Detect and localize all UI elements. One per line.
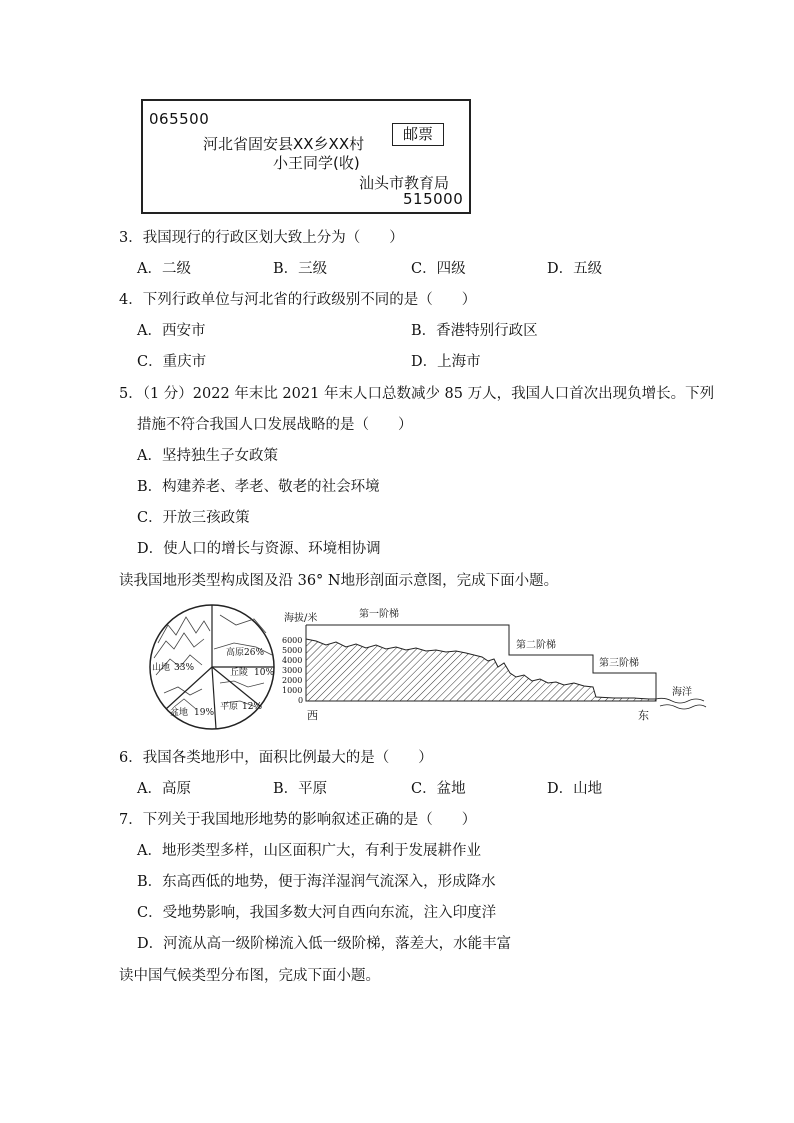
envelope-figure — [141, 99, 471, 214]
question-4-stem: 4．下列行政单位与河北省的行政级别不同的是（ ） — [119, 292, 477, 308]
ocean-wave — [656, 698, 704, 703]
q6-option-c: C．盆地 — [411, 781, 466, 797]
q5-option-a: A．坚持独生子女政策 — [137, 448, 278, 464]
q3-option-b: B．三级 — [273, 261, 328, 277]
q3-option-c: C．四级 — [411, 261, 466, 277]
y-tick-4000: 4000 — [282, 656, 303, 665]
question-7-stem: 7．下列关于我国地形地势的影响叙述正确的是（ ） — [119, 812, 477, 828]
terrain-profile-area — [306, 639, 656, 701]
pie-pct-hills: 10% — [254, 668, 275, 678]
y-tick-3000: 3000 — [282, 666, 303, 675]
step-2-label: 第二阶梯 — [516, 640, 556, 651]
pie-label-plain: 平原 — [220, 702, 239, 712]
sender-zip-code: 515000 — [403, 190, 464, 208]
step-1-label: 第一阶梯 — [359, 609, 399, 620]
question-3-stem: 3．我国现行的行政区划大致上分为（ ） — [119, 230, 404, 246]
terrain-figure — [144, 603, 709, 733]
q7-option-d: D．河流从高一级阶梯流入低一级阶梯，落差大，水能丰富 — [137, 936, 512, 952]
y-tick-2000: 2000 — [282, 676, 303, 685]
ocean-label: 海洋 — [672, 687, 692, 698]
q7-option-a: A．地形类型多样，山区面积广大，有利于发展耕作业 — [137, 843, 481, 859]
q3-option-a: A．二级 — [137, 261, 191, 277]
pie-pct-basin: 19% — [194, 708, 215, 718]
q7-option-c: C．受地势影响，我国多数大河自西向东流，注入印度洋 — [137, 905, 497, 921]
pie-pct-mountain: 33% — [174, 663, 195, 673]
question-5-stem-continued: 措施不符合我国人口发展战略的是（ ） — [137, 417, 413, 433]
terrain-profile-chart — [282, 607, 706, 722]
q7-option-b: B．东高西低的地势，便于海洋湿润气流深入，形成降水 — [137, 874, 496, 890]
reading-instruction-terrain: 读我国地形类型构成图及沿 36° N地形剖面示意图，完成下面小题。 — [119, 573, 559, 589]
q5-option-c: C．开放三孩政策 — [137, 510, 250, 526]
q3-option-d: D．五级 — [547, 261, 603, 277]
recipient-address: 河北省固安县XX乡XX村 — [203, 135, 365, 153]
q6-option-a: A．高原 — [137, 781, 191, 797]
terrain-pie-chart — [150, 605, 274, 729]
west-label: 西 — [307, 709, 318, 722]
pie-pct-plain: 12% — [242, 702, 263, 712]
pie-pct-plateau: 26% — [244, 648, 265, 658]
pie-label-basin: 盆地 — [170, 708, 189, 718]
recipient-zip-code: 065500 — [149, 110, 210, 128]
pie-label-hills: 丘陵 — [230, 668, 249, 678]
recipient-name: 小王同学(收) — [273, 154, 360, 172]
q6-option-b: B．平原 — [273, 781, 328, 797]
y-tick-0: 0 — [298, 696, 304, 705]
step-3-label: 第三阶梯 — [599, 658, 639, 669]
q5-option-d: D．使人口的增长与资源、环境相协调 — [137, 541, 381, 557]
y-tick-6000: 6000 — [282, 636, 303, 645]
y-tick-5000: 5000 — [282, 646, 303, 655]
profile-y-axis-label: 海拔/米 — [284, 613, 318, 624]
q4-option-b: B．香港特别行政区 — [411, 323, 538, 339]
pie-label-mountain: 山地 — [152, 663, 171, 673]
y-tick-1000: 1000 — [282, 686, 303, 695]
q4-option-c: C．重庆市 — [137, 354, 207, 370]
q5-option-b: B．构建养老、孝老、敬老的社会环境 — [137, 479, 380, 495]
east-label: 东 — [638, 709, 649, 722]
stamp-box: 邮票 — [392, 123, 444, 146]
q6-option-d: D．山地 — [547, 781, 603, 797]
ocean-wave-2 — [660, 705, 706, 709]
sender-name: 汕头市教育局 — [359, 174, 450, 192]
q4-option-a: A．西安市 — [137, 323, 206, 339]
reading-instruction-climate: 读中国气候类型分布图，完成下面小题。 — [119, 968, 380, 984]
question-5-stem: 5．（1 分）2022 年末比 2021 年末人口总数减少 85 万人，我国人口首次出现负增长。下列 — [119, 386, 715, 402]
question-6-stem: 6．我国各类地形中，面积比例最大的是（ ） — [119, 750, 433, 766]
pie-label-plateau: 高原 — [226, 648, 245, 658]
q4-option-d: D．上海市 — [411, 354, 481, 370]
